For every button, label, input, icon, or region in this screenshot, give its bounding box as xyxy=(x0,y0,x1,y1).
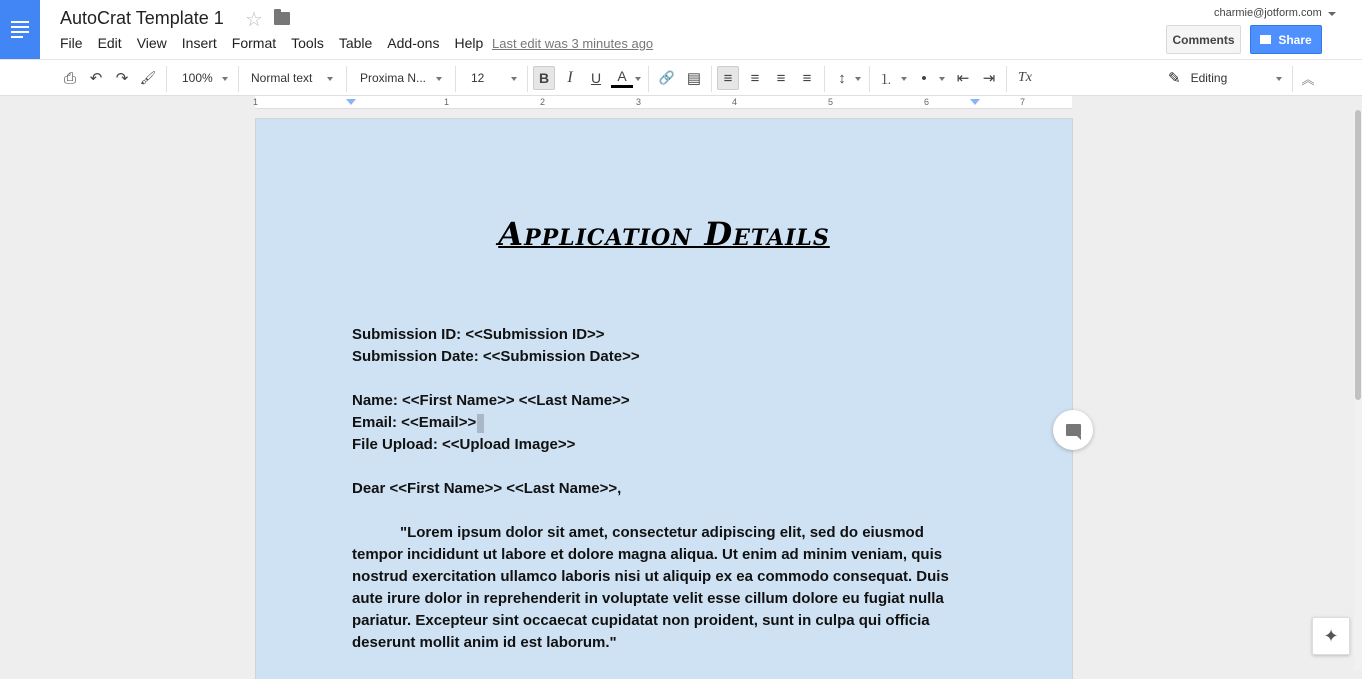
toolbar-divider xyxy=(1006,66,1007,92)
blank-line xyxy=(352,368,962,390)
decrease-indent-icon[interactable]: ⇤ xyxy=(956,70,970,87)
document-page[interactable] xyxy=(256,119,1072,679)
text-color-button[interactable] xyxy=(611,66,633,90)
menu-add-ons[interactable]: Add-ons xyxy=(387,35,440,51)
toolbar-divider xyxy=(869,66,870,92)
menu-bar xyxy=(60,35,498,51)
file-upload-line: File Upload: <<Upload Image>> xyxy=(352,436,576,453)
text-color-swatch xyxy=(611,85,633,88)
account-caret-icon[interactable] xyxy=(1328,12,1336,16)
add-comment-button[interactable] xyxy=(1053,410,1093,450)
align-center-icon[interactable]: ≡ xyxy=(750,69,760,87)
scrollbar-thumb[interactable] xyxy=(1355,110,1361,400)
docs-home-icon[interactable] xyxy=(0,0,40,59)
folder-icon[interactable] xyxy=(274,12,290,25)
toolbar-divider xyxy=(824,66,825,92)
font-value: Proxima N... xyxy=(360,71,427,85)
style-value: Normal text xyxy=(251,71,313,85)
share-button[interactable] xyxy=(1250,25,1322,54)
comments-button[interactable]: Comments xyxy=(1166,25,1241,54)
explore-button[interactable] xyxy=(1312,617,1350,655)
menu-help[interactable]: Help xyxy=(454,35,484,51)
line-spacing-icon[interactable]: ↕ xyxy=(838,69,846,87)
top-bar xyxy=(0,0,1362,59)
style-select[interactable] xyxy=(245,66,337,90)
body-paragraph: "Lorem ipsum dolor sit amet, consectetur adipiscing elit, sed do eiusmod tempor incididunt ut labore et dolore magna aliqua. Ut enim ad minim veniam, quis nostrud exercitation ullamco laboris nisi ut aliquip ex ea commodo consequat. Duis aute irure dolor in reprehenderit in voluptate velit esse cillum dolore eu fugiat nulla pariatur. Excepteur sint occaecat cupidatat non proident, sunt in culpa qui officia deserunt mollit anim id est laborum." xyxy=(352,524,949,651)
submission-date-line: Submission Date: <<Submission Date>> xyxy=(352,348,640,365)
italic-button[interactable]: I xyxy=(567,69,573,86)
print-icon[interactable]: ⎙ xyxy=(63,69,76,87)
menu-format[interactable]: Format xyxy=(231,35,277,51)
line-spacing-caret[interactable] xyxy=(851,66,863,90)
toolbar-divider xyxy=(1292,66,1293,92)
ruler-label: 1 xyxy=(253,97,259,107)
font-size-value: 12 xyxy=(471,71,485,85)
blank-line xyxy=(352,456,962,478)
right-indent-marker[interactable] xyxy=(970,99,980,105)
underline-button[interactable]: U xyxy=(590,70,602,86)
bulleted-list-caret[interactable] xyxy=(935,66,947,90)
insert-comment-icon[interactable]: ▤ xyxy=(686,70,702,87)
email-line-text: Email: <<Email>> xyxy=(352,414,477,431)
document-heading xyxy=(256,215,1072,253)
explore-icon: ✦ xyxy=(1323,625,1339,646)
text-color-label: A xyxy=(617,67,627,84)
menu-edit[interactable]: Edit xyxy=(97,35,122,51)
justify-icon[interactable]: ≡ xyxy=(802,69,812,87)
collapse-menus-icon[interactable]: ︽ xyxy=(1301,71,1315,87)
toolbar-divider xyxy=(527,66,528,92)
ruler-label: 6 xyxy=(924,97,930,107)
ruler-label: 2 xyxy=(540,97,546,107)
increase-indent-icon[interactable]: ⇥ xyxy=(982,70,996,87)
zoom-select[interactable] xyxy=(176,66,232,90)
numbered-list-icon[interactable]: ⒈ xyxy=(879,71,893,87)
redo-icon[interactable]: ↷ xyxy=(115,70,129,87)
share-label: Share xyxy=(1278,32,1312,47)
submission-id-line: Submission ID: <<Submission ID>> xyxy=(352,326,605,343)
last-edit-link[interactable]: Last edit was 3 minutes ago xyxy=(492,36,654,51)
menu-insert[interactable]: Insert xyxy=(181,35,217,51)
menu-file[interactable]: File xyxy=(60,35,83,51)
numbered-list-caret[interactable] xyxy=(897,66,909,90)
blank-line xyxy=(352,500,962,522)
font-select[interactable] xyxy=(354,66,446,90)
account-email[interactable]: charmie@jotform.com xyxy=(1214,7,1322,19)
editing-mode-select[interactable] xyxy=(1162,66,1286,90)
name-line: Name: <<First Name>> <<Last Name>> xyxy=(352,392,630,409)
ruler-label: 4 xyxy=(732,97,738,107)
menu-view[interactable]: View xyxy=(136,35,167,51)
text-color-caret[interactable] xyxy=(631,66,643,90)
editing-mode-label: Editing xyxy=(1190,71,1228,85)
menu-table[interactable]: Table xyxy=(338,35,373,51)
toolbar-divider xyxy=(238,66,239,92)
document-body[interactable] xyxy=(352,324,962,654)
left-indent-marker[interactable] xyxy=(346,99,356,105)
ruler-label: 5 xyxy=(828,97,834,107)
toolbar-divider xyxy=(455,66,456,92)
star-icon[interactable]: ☆ xyxy=(245,9,263,31)
comment-icon xyxy=(1066,424,1081,436)
pencil-icon: ✎ xyxy=(1168,70,1181,87)
ruler-track[interactable] xyxy=(255,96,1072,109)
paint-format-icon[interactable]: 🖌 xyxy=(139,70,157,85)
toolbar-divider xyxy=(711,66,712,92)
ruler-label: 1 xyxy=(444,97,450,107)
document-heading-text: Application Details xyxy=(498,215,830,253)
ruler xyxy=(0,96,1362,109)
text-cursor xyxy=(477,414,484,433)
document-title[interactable]: AutoCrat Template 1 xyxy=(60,8,224,28)
clear-formatting-icon[interactable]: Tx xyxy=(1018,70,1032,85)
email-line xyxy=(352,412,962,434)
menu-tools[interactable]: Tools xyxy=(291,35,324,51)
bulleted-list-icon[interactable]: • xyxy=(921,69,927,87)
undo-icon[interactable]: ↶ xyxy=(89,70,103,87)
ruler-label: 3 xyxy=(636,97,642,107)
font-size-select[interactable] xyxy=(465,66,521,90)
toolbar-divider xyxy=(346,66,347,92)
salutation-line: Dear <<First Name>> <<Last Name>>, xyxy=(352,480,622,497)
zoom-value: 100% xyxy=(182,71,213,85)
building-icon xyxy=(1260,35,1271,44)
toolbar-divider xyxy=(166,66,167,92)
align-right-icon[interactable]: ≡ xyxy=(776,69,786,87)
align-left-icon[interactable]: ≡ xyxy=(717,66,739,90)
link-icon[interactable]: 🔗 xyxy=(658,70,676,85)
bold-button[interactable]: B xyxy=(533,66,555,90)
toolbar-divider xyxy=(648,66,649,92)
formatting-toolbar xyxy=(0,59,1362,96)
ruler-label: 7 xyxy=(1020,97,1026,107)
